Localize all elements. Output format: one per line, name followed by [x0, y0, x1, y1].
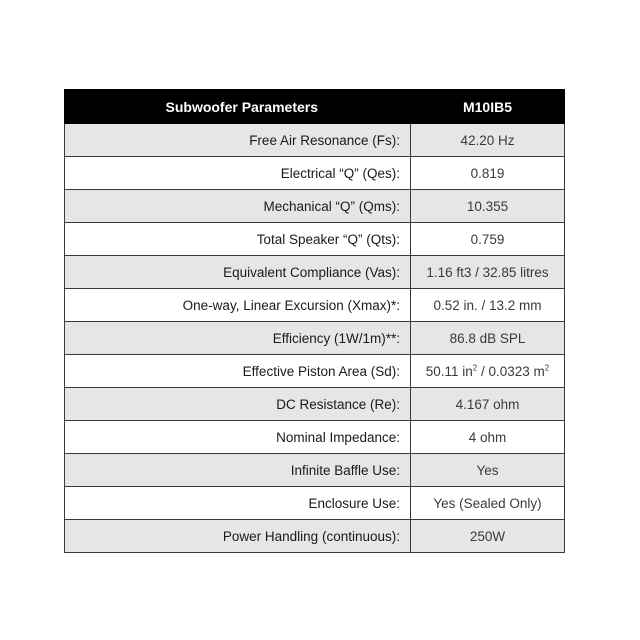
piston-area-imperial: 50.11 in	[425, 363, 473, 379]
row-value: Yes	[411, 454, 565, 487]
table-row	[65, 157, 565, 190]
row-value: 86.8 dB SPL	[411, 322, 565, 355]
squared-superscript: 2	[472, 363, 478, 372]
squared-superscript: 2	[544, 363, 550, 372]
row-label: Power Handling (continuous):	[65, 520, 411, 553]
table-row	[65, 520, 565, 553]
table-row	[65, 487, 565, 520]
table-row	[65, 124, 565, 157]
row-label: Efficiency (1W/1m)**:	[65, 322, 411, 355]
table-row	[65, 223, 565, 256]
row-value: 42.20 Hz	[411, 124, 565, 157]
row-label: Electrical “Q” (Qes):	[65, 157, 411, 190]
row-label: Equivalent Compliance (Vas):	[65, 256, 411, 289]
row-value: 1.16 ft3 / 32.85 litres	[411, 256, 565, 289]
row-label: Mechanical “Q” (Qms):	[65, 190, 411, 223]
row-label: One-way, Linear Excursion (Xmax)*:	[65, 289, 411, 322]
table-row	[65, 421, 565, 454]
table-row	[65, 289, 565, 322]
row-label: Infinite Baffle Use:	[65, 454, 411, 487]
row-value: 0.759	[411, 223, 565, 256]
header-model: M10IB5	[411, 90, 565, 124]
row-label: Total Speaker “Q” (Qts):	[65, 223, 411, 256]
row-value: 250W	[411, 520, 565, 553]
row-value: 0.819	[411, 157, 565, 190]
table-row	[65, 322, 565, 355]
table-row	[65, 256, 565, 289]
header-label: Subwoofer Parameters	[65, 90, 411, 124]
row-label: Nominal Impedance:	[65, 421, 411, 454]
table-header-row	[65, 90, 565, 124]
table-row	[65, 454, 565, 487]
table-row	[65, 355, 565, 388]
row-value: 0.52 in. / 13.2 mm	[411, 289, 565, 322]
row-label: Effective Piston Area (Sd):	[65, 355, 411, 388]
piston-area-metric: / 0.0323 m	[477, 363, 545, 379]
row-value: 4.167 ohm	[411, 388, 565, 421]
row-value: 4 ohm	[411, 421, 565, 454]
row-value: Yes (Sealed Only)	[411, 487, 565, 520]
row-label: Enclosure Use:	[65, 487, 411, 520]
row-label: DC Resistance (Re):	[65, 388, 411, 421]
table-row	[65, 190, 565, 223]
row-value: 10.355	[411, 190, 565, 223]
row-value-piston-area	[411, 355, 565, 388]
row-label: Free Air Resonance (Fs):	[65, 124, 411, 157]
table-row	[65, 388, 565, 421]
subwoofer-parameters-table	[64, 89, 565, 553]
